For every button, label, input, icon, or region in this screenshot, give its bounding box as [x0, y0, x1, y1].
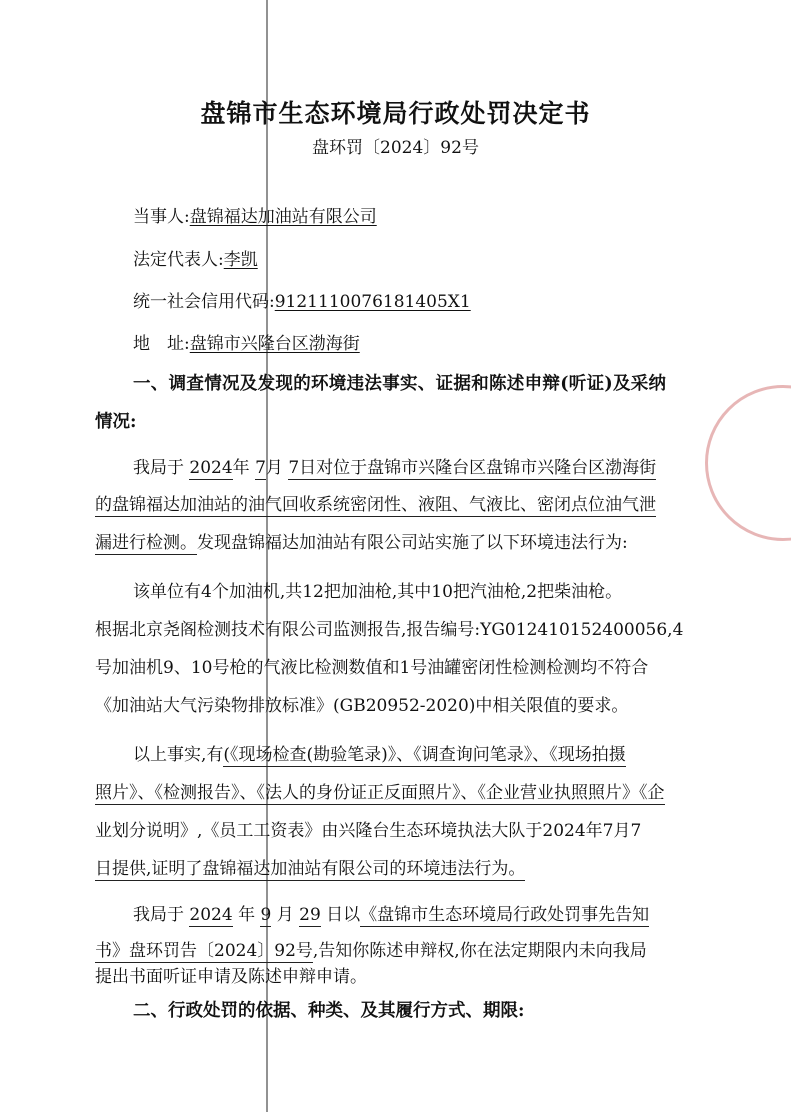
- inspection-year: 2024: [189, 458, 233, 478]
- paragraph-line: 该单位有4个加油机,共12把加油枪,其中10把汽油枪,2把柴油枪。: [133, 582, 623, 602]
- legal-rep-field: [133, 245, 258, 270]
- document-title: 盘锦市生态环境局行政处罚决定书: [200, 99, 591, 128]
- paragraph-line: 业划分说明》,《员工工资表》由兴隆台生态环境执法大队于2024年7月7: [95, 821, 642, 841]
- credit-code-label: 统一社会信用代码:: [133, 292, 275, 312]
- official-seal-stamp: [705, 385, 791, 541]
- paragraph-line: 日提供,证明了盘锦福达加油站有限公司的环境违法行为。: [95, 854, 525, 881]
- party-label: 当事人:: [133, 207, 190, 227]
- legal-rep-label: 法定代表人:: [133, 250, 224, 270]
- paragraph-line: 《加油站大气污染物排放标准》(GB20952-2020)中相关限值的要求。: [95, 696, 629, 716]
- notice-day: 29: [299, 905, 321, 925]
- section2-heading: 二、行政处罚的依据、种类、及其履行方式、期限:: [133, 1001, 525, 1021]
- paragraph-line: 的盘锦福达加油站的油气回收系统密闭性、液阻、气液比、密闭点位油气泄: [95, 490, 656, 517]
- paragraph-notice-line: 我局于 2024 年 9 月 29 日以《盘锦市生态环境局行政处罚事先告知: [133, 905, 650, 925]
- inspection-month: 7: [255, 458, 266, 478]
- paragraph-evidence-line: 以上事实,有(《现场检查(勘验笔录)》、《调查询问笔录》、《现场拍摄: [133, 745, 626, 765]
- credit-code-field: [133, 287, 471, 312]
- paragraph-line: 号加油机9、10号枪的气液比检测数值和1号油罐密闭性检测检测均不符合: [95, 658, 649, 678]
- notice-month: 9: [260, 905, 272, 925]
- address-field: [133, 329, 360, 354]
- paragraph-investigation-line: 我局于 2024年 7月 7日对位于盘锦市兴隆台区盘锦市兴隆台区渤海街: [133, 458, 657, 478]
- legal-rep-value: 李凯: [223, 250, 258, 270]
- paragraph-line: 书》盘环罚告〔2024〕92号,告知你陈述申辩权,你在法定期限内未向我局: [95, 941, 647, 961]
- paragraph-line: 照片》、《检测报告》、《法人的身份证正反面照片》、《企业营业执照照片》《企: [95, 778, 665, 805]
- inspection-day: 7: [288, 458, 300, 478]
- party-field: [133, 202, 377, 227]
- paragraph-line: 根据北京尧阁检测技术有限公司监测报告,报告编号:YG012410152400056,4: [95, 620, 684, 640]
- credit-code-value: 9121110076181405X1: [274, 292, 471, 312]
- section1-heading-cont: 情况:: [95, 412, 137, 432]
- document-number: 盘环罚〔2024〕92号: [312, 138, 479, 158]
- paragraph-line: 提出书面听证申请及陈述申辩申请。: [95, 967, 367, 987]
- paragraph-line: 漏进行检测。发现盘锦福达加油站有限公司站实施了以下环境违法行为:: [95, 533, 628, 553]
- section1-heading: 一、调查情况及发现的环境违法事实、证据和陈述申辩(听证)及采纳: [133, 374, 667, 394]
- address-label: 地 址:: [133, 334, 190, 354]
- address-value: 盘锦市兴隆台区渤海街: [189, 334, 360, 354]
- notice-year: 2024: [189, 905, 233, 925]
- party-value: 盘锦福达加油站有限公司: [189, 207, 377, 227]
